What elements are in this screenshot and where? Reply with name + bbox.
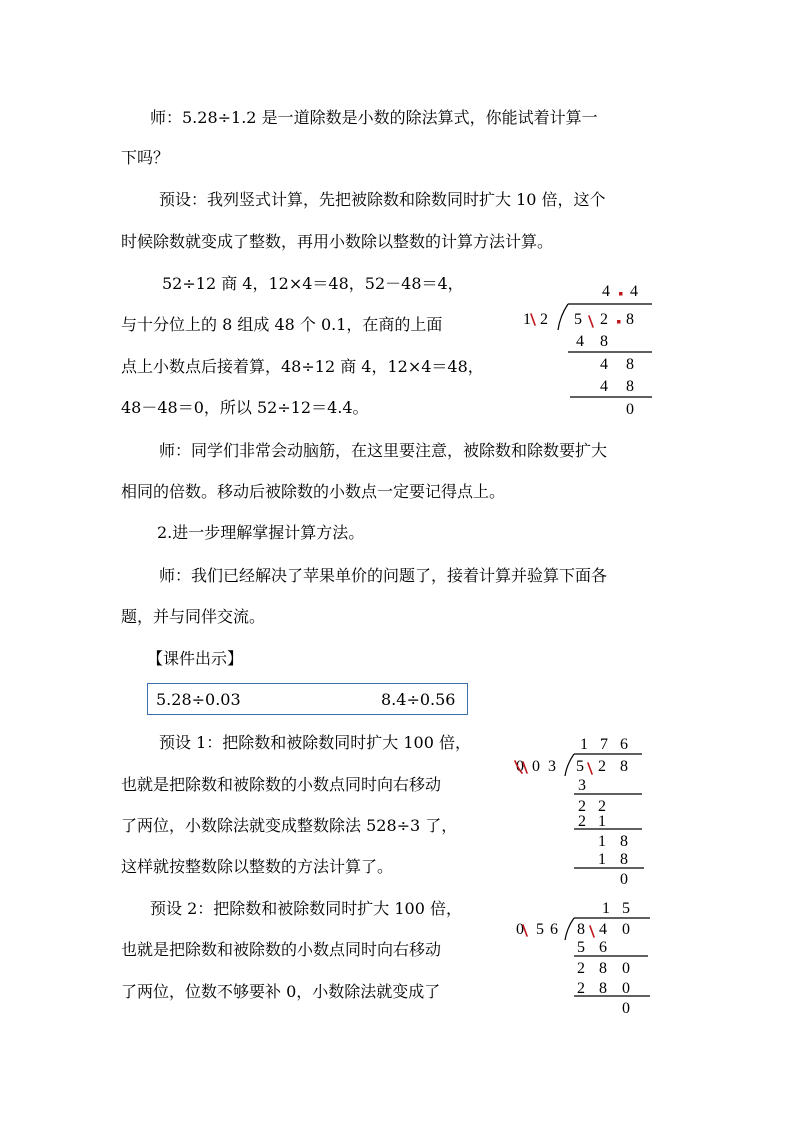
div1-bracket-curve [558,304,568,330]
div1-divisor-strike-mark [531,314,535,325]
div3-step-digit: 0 [622,960,630,977]
div3-step-digit: 2 [577,980,585,997]
div3-step-digit: 5 [577,939,585,956]
div1-step-digit: 8 [626,378,634,395]
div3-step-digit: 2 [577,960,585,977]
div3-remainder: 0 [622,1000,630,1017]
div1-step-digit: 4 [600,356,608,373]
div3-divisor-digit: 5 [536,921,544,938]
div2-divisor-digit: 3 [548,758,556,775]
div1-step-digit: 4 [600,378,608,395]
div2-dividend-digit: 2 [598,758,606,775]
div1-step-digit: 8 [626,356,634,373]
long-division-3 [510,896,660,1025]
para-teacher-task-line2: 题，并与同伴交流。 [121,607,266,626]
div3-bracket-curve [565,918,574,940]
div1-dividend-decimal-point [617,320,621,324]
para-teacher-question-line2: 下吗？ [121,148,170,167]
long-division-1 [510,278,670,427]
long-division-2 [510,734,660,893]
para-preset2-line1: 预设 2：把除数和被除数同时扩大 100 倍， [150,899,462,918]
div1-remainder: 0 [626,401,634,418]
div1-dividend-strike-mark [589,316,593,327]
div2-step-digit: 8 [620,851,628,868]
div2-quotient-digit: 7 [600,736,608,753]
div2-step-digit: 1 [598,813,606,830]
para-teacher-note-line1: 师：同学们非常会动脑筋，在这里要注意，被除数和除数要扩大 [159,441,608,460]
div1-quotient-decimal-point [619,292,623,296]
para-explain-line1: 52÷12 商 4，12×4＝48，52－48＝4， [162,274,464,293]
div2-dividend-strike-mark [588,763,592,774]
div2-step-digit: 3 [578,777,586,794]
para-teacher-question-line1: 师：5.28÷1.2 是一道除数是小数的除法算式，你能试着计算一 [150,108,598,127]
div2-dividend-digit: 5 [576,758,584,775]
para-preset-line2: 时候除数就变成了整数，再用小数除以整数的计算方法计算。 [121,232,554,251]
div2-bracket-curve [565,754,574,776]
long-division-3-svg [510,896,660,1021]
div2-step-digit: 1 [598,851,606,868]
div3-step-digit: 0 [622,980,630,997]
para-explain-line4: 48－48＝0，所以 52÷12＝4.4。 [121,398,369,417]
para-preset1-line2: 也就是把除数和被除数的小数点同时向右移动 [121,775,442,794]
div3-divisor-digit: 0 [516,921,524,938]
div1-step-digit: 8 [600,333,608,350]
div2-dividend-digit: 8 [620,758,628,775]
para-preset2-line2: 也就是把除数和被除数的小数点同时向右移动 [121,940,442,959]
div1-dividend-digit: 2 [600,311,608,328]
para-explain-line3: 点上小数点后接着算，48÷12 商 4，12×4＝48， [121,357,484,376]
div3-dividend-strike-mark [590,926,594,937]
para-teacher-task-line1: 师：我们已经解决了苹果单价的问题了，接着计算并验算下面各 [159,566,608,585]
div1-divisor-digit: 2 [540,311,548,328]
div3-step-digit: 8 [599,960,607,977]
div1-step-digit: 4 [576,333,584,350]
div3-quotient-digit: 1 [602,900,610,917]
para-preset1-line1: 预设 1：把除数和被除数同时扩大 100 倍， [159,733,471,752]
para-preset-line1: 预设：我列竖式计算，先把被除数和除数同时扩大 10 倍，这个 [159,190,606,209]
div3-dividend-digit: 8 [577,921,585,938]
div3-step-digit: 6 [599,939,607,956]
exercise-expression-2: 8.4÷0.56 [381,690,456,709]
div2-step-digit: 1 [598,833,606,850]
div2-quotient-digit: 6 [620,736,628,753]
div3-dividend-digit: 0 [622,921,630,938]
courseware-label: 【课件出示】 [147,649,244,668]
div3-dividend-digit: 4 [599,921,607,938]
div1-dividend-digit: 8 [626,311,634,328]
div1-quotient-digit: 4 [630,283,638,300]
para-preset2-line3: 了两位，位数不够要补 0，小数除法就变成了 [121,982,441,1001]
exercise-expression-1: 5.28÷0.03 [156,690,241,709]
div2-divisor-digit: 0 [516,758,524,775]
long-division-2-svg [510,734,660,889]
div1-dividend-digit: 5 [574,311,582,328]
div2-step-digit: 8 [620,833,628,850]
div3-divisor-digit: 6 [550,921,558,938]
div3-quotient-digit: 5 [622,900,630,917]
para-preset1-line3: 了两位，小数除法就变成整数除法 528÷3 了， [121,816,458,835]
div1-quotient-digit: 4 [602,283,610,300]
long-division-1-svg [510,278,670,423]
para-explain-line2: 与十分位上的 8 组成 48 个 0.1，在商的上面 [121,315,443,334]
div2-step-digit: 2 [598,798,606,815]
div1-divisor-digit: 1 [523,311,531,328]
para-preset1-line4: 这样就按整数除以整数的方法计算了。 [121,857,394,876]
div2-divisor-digit: 0 [532,758,540,775]
div2-quotient-digit: 1 [580,736,588,753]
para-teacher-note-line2: 相同的倍数。移动后被除数的小数点一定要记得点上。 [121,482,506,501]
div2-remainder: 0 [620,871,628,888]
div2-step-digit: 2 [578,798,586,815]
exercise-box [147,683,468,715]
div3-step-digit: 8 [599,980,607,997]
section-heading: 2.进一步理解掌握计算方法。 [157,523,365,542]
div2-step-digit: 2 [578,813,586,830]
